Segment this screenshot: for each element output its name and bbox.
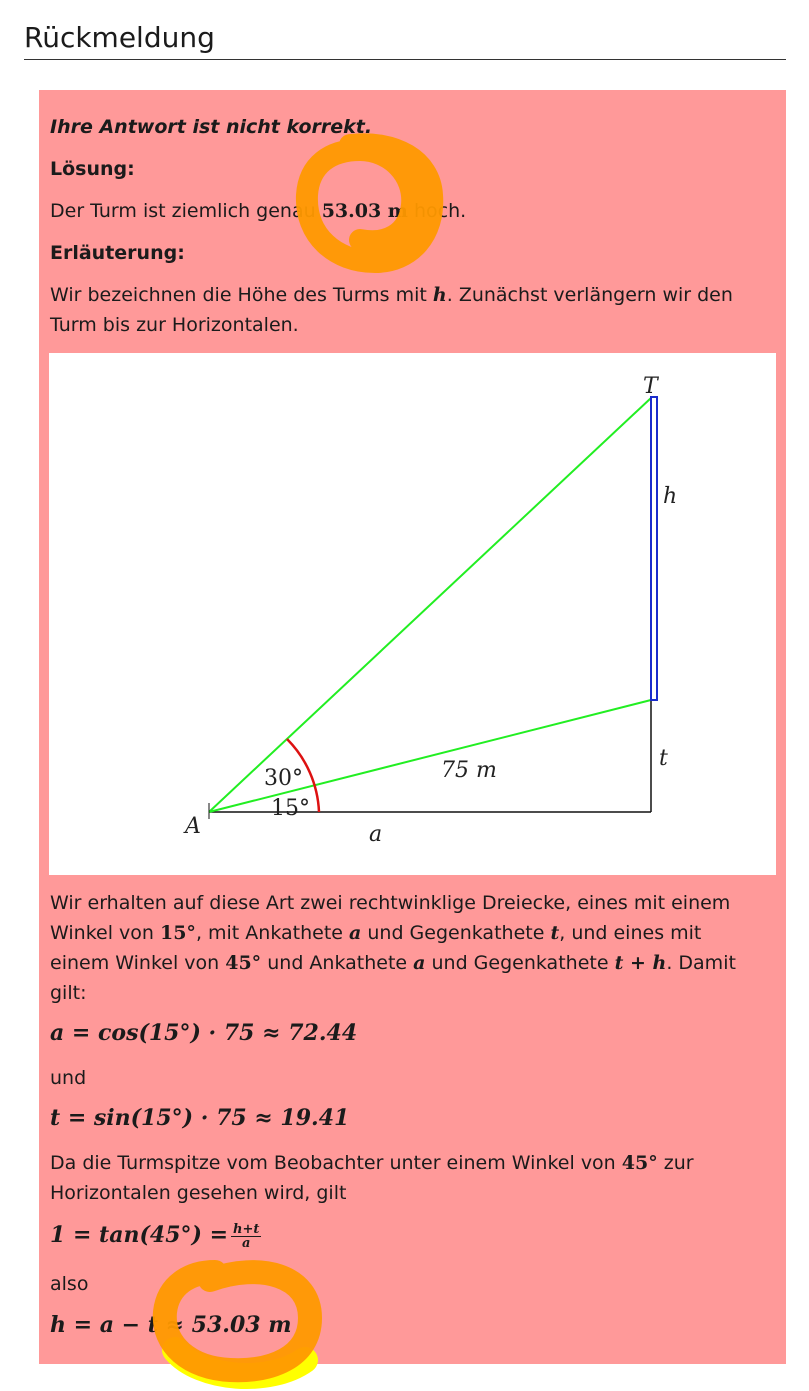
- p2-l2-b: , mit Ankathete: [195, 922, 343, 944]
- label-A: A: [185, 814, 201, 839]
- p2-l2-v1: a: [349, 922, 362, 944]
- paragraph-3-line-2: Horizontalen gesehen wird, gilt: [50, 1182, 347, 1204]
- p2-l2-v2: t: [550, 922, 560, 944]
- solution-text: [50, 196, 466, 226]
- label-30deg: 30°: [264, 766, 303, 791]
- p2-l3-b: und Ankathete: [267, 952, 408, 974]
- solution-heading: Lösung:: [50, 158, 135, 180]
- label-a: a: [369, 822, 383, 847]
- p3-l1-b: zur: [663, 1152, 694, 1174]
- p2-l3-v2: t + h: [614, 952, 667, 974]
- paragraph-2-line-4: gilt:: [50, 982, 87, 1004]
- paragraph-1-line-1: [50, 280, 733, 310]
- equation-h: h = a − t ≈ 53.03 m: [50, 1312, 292, 1338]
- paragraph-2-line-1: Wir erhalten auf diese Art zwei rechtwinklige Dreiecke, eines mit einem: [50, 892, 731, 914]
- eq3-lhs: 1 = tan(45°) =: [50, 1222, 228, 1248]
- figure-svg: [49, 353, 776, 875]
- label-75m: 75 m: [441, 758, 497, 783]
- p1-text: Wir bezeichnen die Höhe des Turms mit: [50, 284, 427, 306]
- eq3-num: h+t: [233, 1221, 260, 1237]
- paragraph-1-line-2: Turm bis zur Horizontalen.: [50, 314, 299, 336]
- text-also: also: [50, 1273, 89, 1295]
- label-T: T: [643, 374, 658, 399]
- p1-suffix: . Zunächst verlängern wir den: [446, 284, 733, 306]
- equation-t: t = sin(15°) · 75 ≈ 19.41: [50, 1105, 350, 1131]
- paragraph-3-line-1: [50, 1148, 694, 1178]
- solution-suffix: hoch.: [413, 200, 467, 222]
- page-title: Rückmeldung: [24, 21, 215, 54]
- p3-l1-a: Da die Turmspitze vom Beobachter unter einem Winkel von: [50, 1152, 616, 1174]
- solution-prefix: Der Turm ist ziemlich genau: [50, 200, 316, 222]
- p2-l3-m: 45°: [225, 952, 262, 974]
- section-header: [24, 18, 786, 60]
- p2-l2-c: und Gegenkathete: [367, 922, 545, 944]
- p2-l2-d: , und eines mit: [559, 922, 702, 944]
- p2-l3-v1: a: [413, 952, 426, 974]
- line-of-sight: [209, 398, 651, 812]
- p2-l3-c: und Gegenkathete: [431, 952, 609, 974]
- status-message: Ihre Antwort ist nicht korrekt.: [50, 116, 373, 138]
- text-und: und: [50, 1067, 87, 1089]
- equation-a: a = cos(15°) · 75 ≈ 72.44: [50, 1020, 358, 1046]
- label-15deg: 15°: [271, 796, 310, 821]
- eq3-den: a: [241, 1235, 251, 1251]
- p1-var: h: [432, 284, 447, 306]
- eq3-fraction: [231, 1223, 261, 1250]
- p2-l3-d: . Damit: [666, 952, 736, 974]
- label-h: h: [663, 484, 678, 509]
- explanation-heading: Erläuterung:: [50, 242, 185, 264]
- paragraph-2-line-3: [50, 948, 736, 978]
- p2-l2-a: Winkel von: [50, 922, 154, 944]
- p3-l1-m: 45°: [621, 1152, 658, 1174]
- p2-l3-a: einem Winkel von: [50, 952, 220, 974]
- tower-h: [651, 397, 657, 700]
- solution-value: 53.03 m: [321, 200, 408, 222]
- triangle-figure: [49, 353, 776, 875]
- label-t: t: [659, 746, 668, 771]
- paragraph-2-line-2: [50, 918, 701, 948]
- p2-l2-m: 15°: [159, 922, 196, 944]
- equation-tan: [50, 1220, 261, 1251]
- feedback-box: [39, 90, 786, 1364]
